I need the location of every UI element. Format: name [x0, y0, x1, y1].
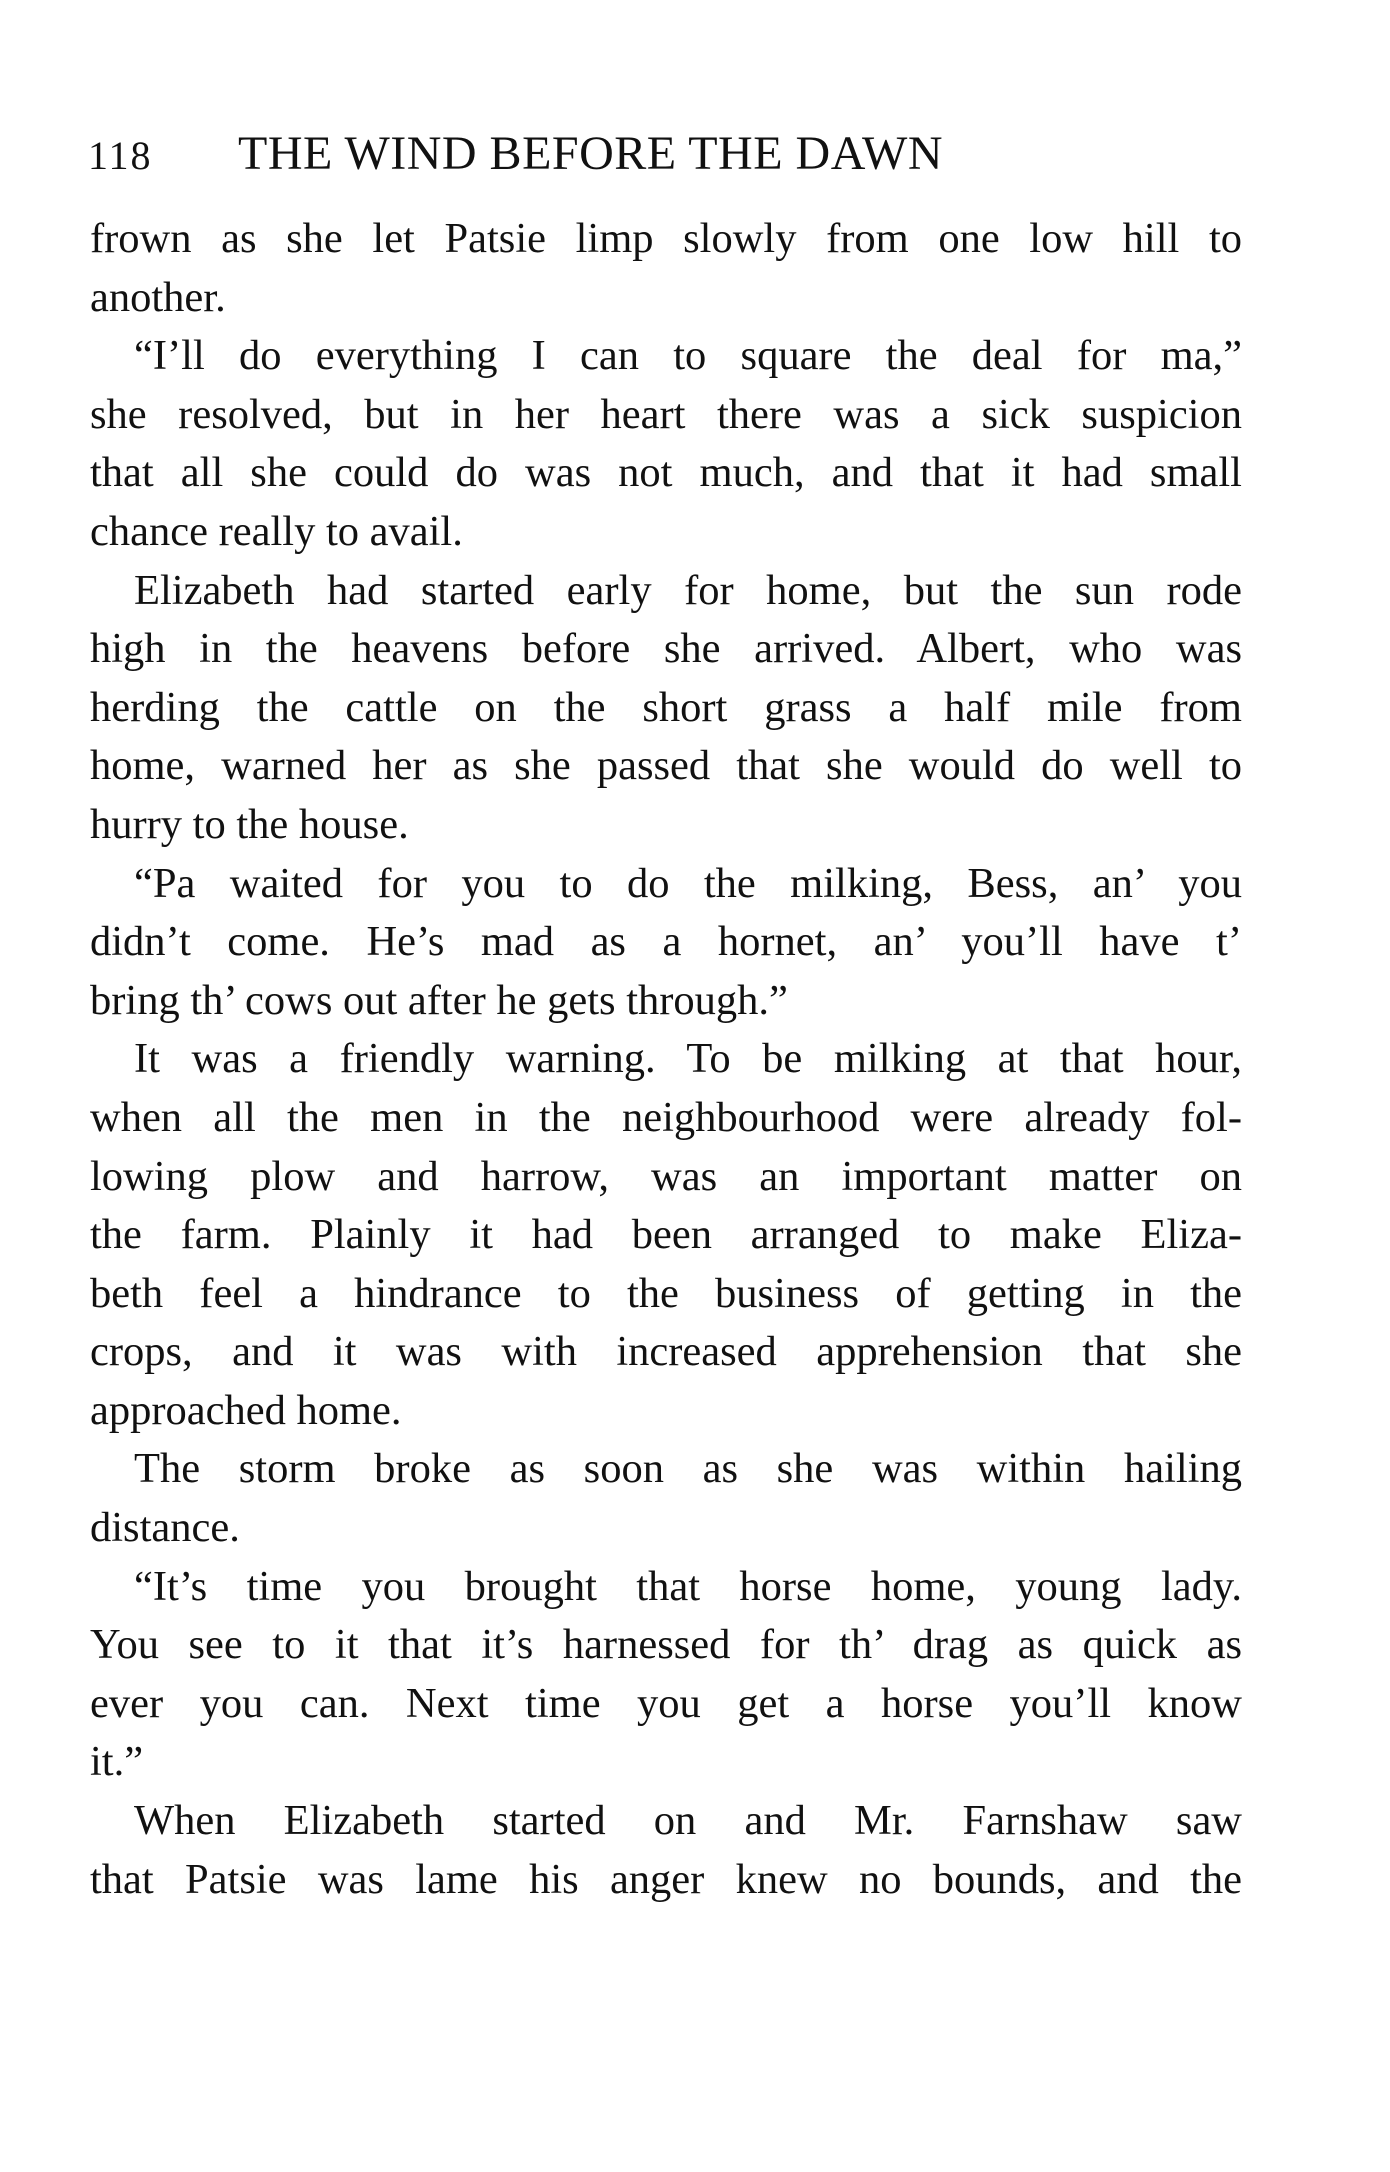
text-line: “I’ll do everything I can to square the deal for ma,”	[134, 332, 1242, 380]
text-line: approached home.	[90, 1386, 402, 1434]
text-line: that Patsie was lame his anger knew no bounds, and the	[90, 1855, 1242, 1903]
text-line: ever you can. Next time you get a horse you’ll know	[90, 1679, 1242, 1727]
text-line: bring th’ cows out after he gets through.”	[90, 976, 788, 1024]
text-line: another.	[90, 273, 226, 321]
text-line: hurry to the house.	[90, 800, 409, 848]
text-line: frown as she let Patsie limp slowly from one low hill to	[90, 215, 1242, 262]
text-line: it.”	[90, 1738, 144, 1786]
text-line: The storm broke as soon as she was within hailing	[134, 1445, 1242, 1493]
text-line: When Elizabeth started on and Mr. Farnshaw saw	[134, 1797, 1242, 1845]
text-line: distance.	[90, 1504, 240, 1552]
text-line: chance really to avail.	[90, 507, 463, 555]
text-line: the farm. Plainly it had been arranged to make Eliza-	[90, 1211, 1242, 1259]
text-line: that all she could do was not much, and that it had small	[90, 449, 1242, 497]
running-head	[88, 124, 1248, 186]
text-line: You see to it that it’s harnessed for th’ drag as quick as	[90, 1621, 1242, 1669]
text-line: lowing plow and harrow, was an important matter on	[90, 1152, 1242, 1200]
running-title: THE WIND BEFORE THE DAWN	[238, 127, 943, 180]
text-line: home, warned her as she passed that she would do well to	[90, 742, 1242, 790]
text-line: didn’t come. He’s mad as a hornet, an’ you’ll have t’	[90, 918, 1242, 966]
text-line: crops, and it was with increased apprehension that she	[90, 1328, 1242, 1376]
text-line: when all the men in the neighbourhood were already fol-	[90, 1093, 1242, 1141]
text-line: Elizabeth had started early for home, but the sun rode	[134, 566, 1242, 614]
text-line: “It’s time you brought that horse home, young lady.	[134, 1562, 1242, 1610]
text-line: “Pa waited for you to do the milking, Bess, an’ you	[134, 859, 1242, 907]
text-line: beth feel a hindrance to the business of getting in the	[90, 1269, 1242, 1317]
text-line: high in the heavens before she arrived. Albert, who was	[90, 625, 1242, 673]
text-line: It was a friendly warning. To be milking at that hour,	[134, 1035, 1242, 1083]
page-number: 118	[88, 133, 153, 178]
body-text	[90, 210, 1242, 1909]
text-line: she resolved, but in her heart there was a sick suspicion	[90, 390, 1242, 438]
text-line: herding the cattle on the short grass a half mile from	[90, 683, 1242, 731]
